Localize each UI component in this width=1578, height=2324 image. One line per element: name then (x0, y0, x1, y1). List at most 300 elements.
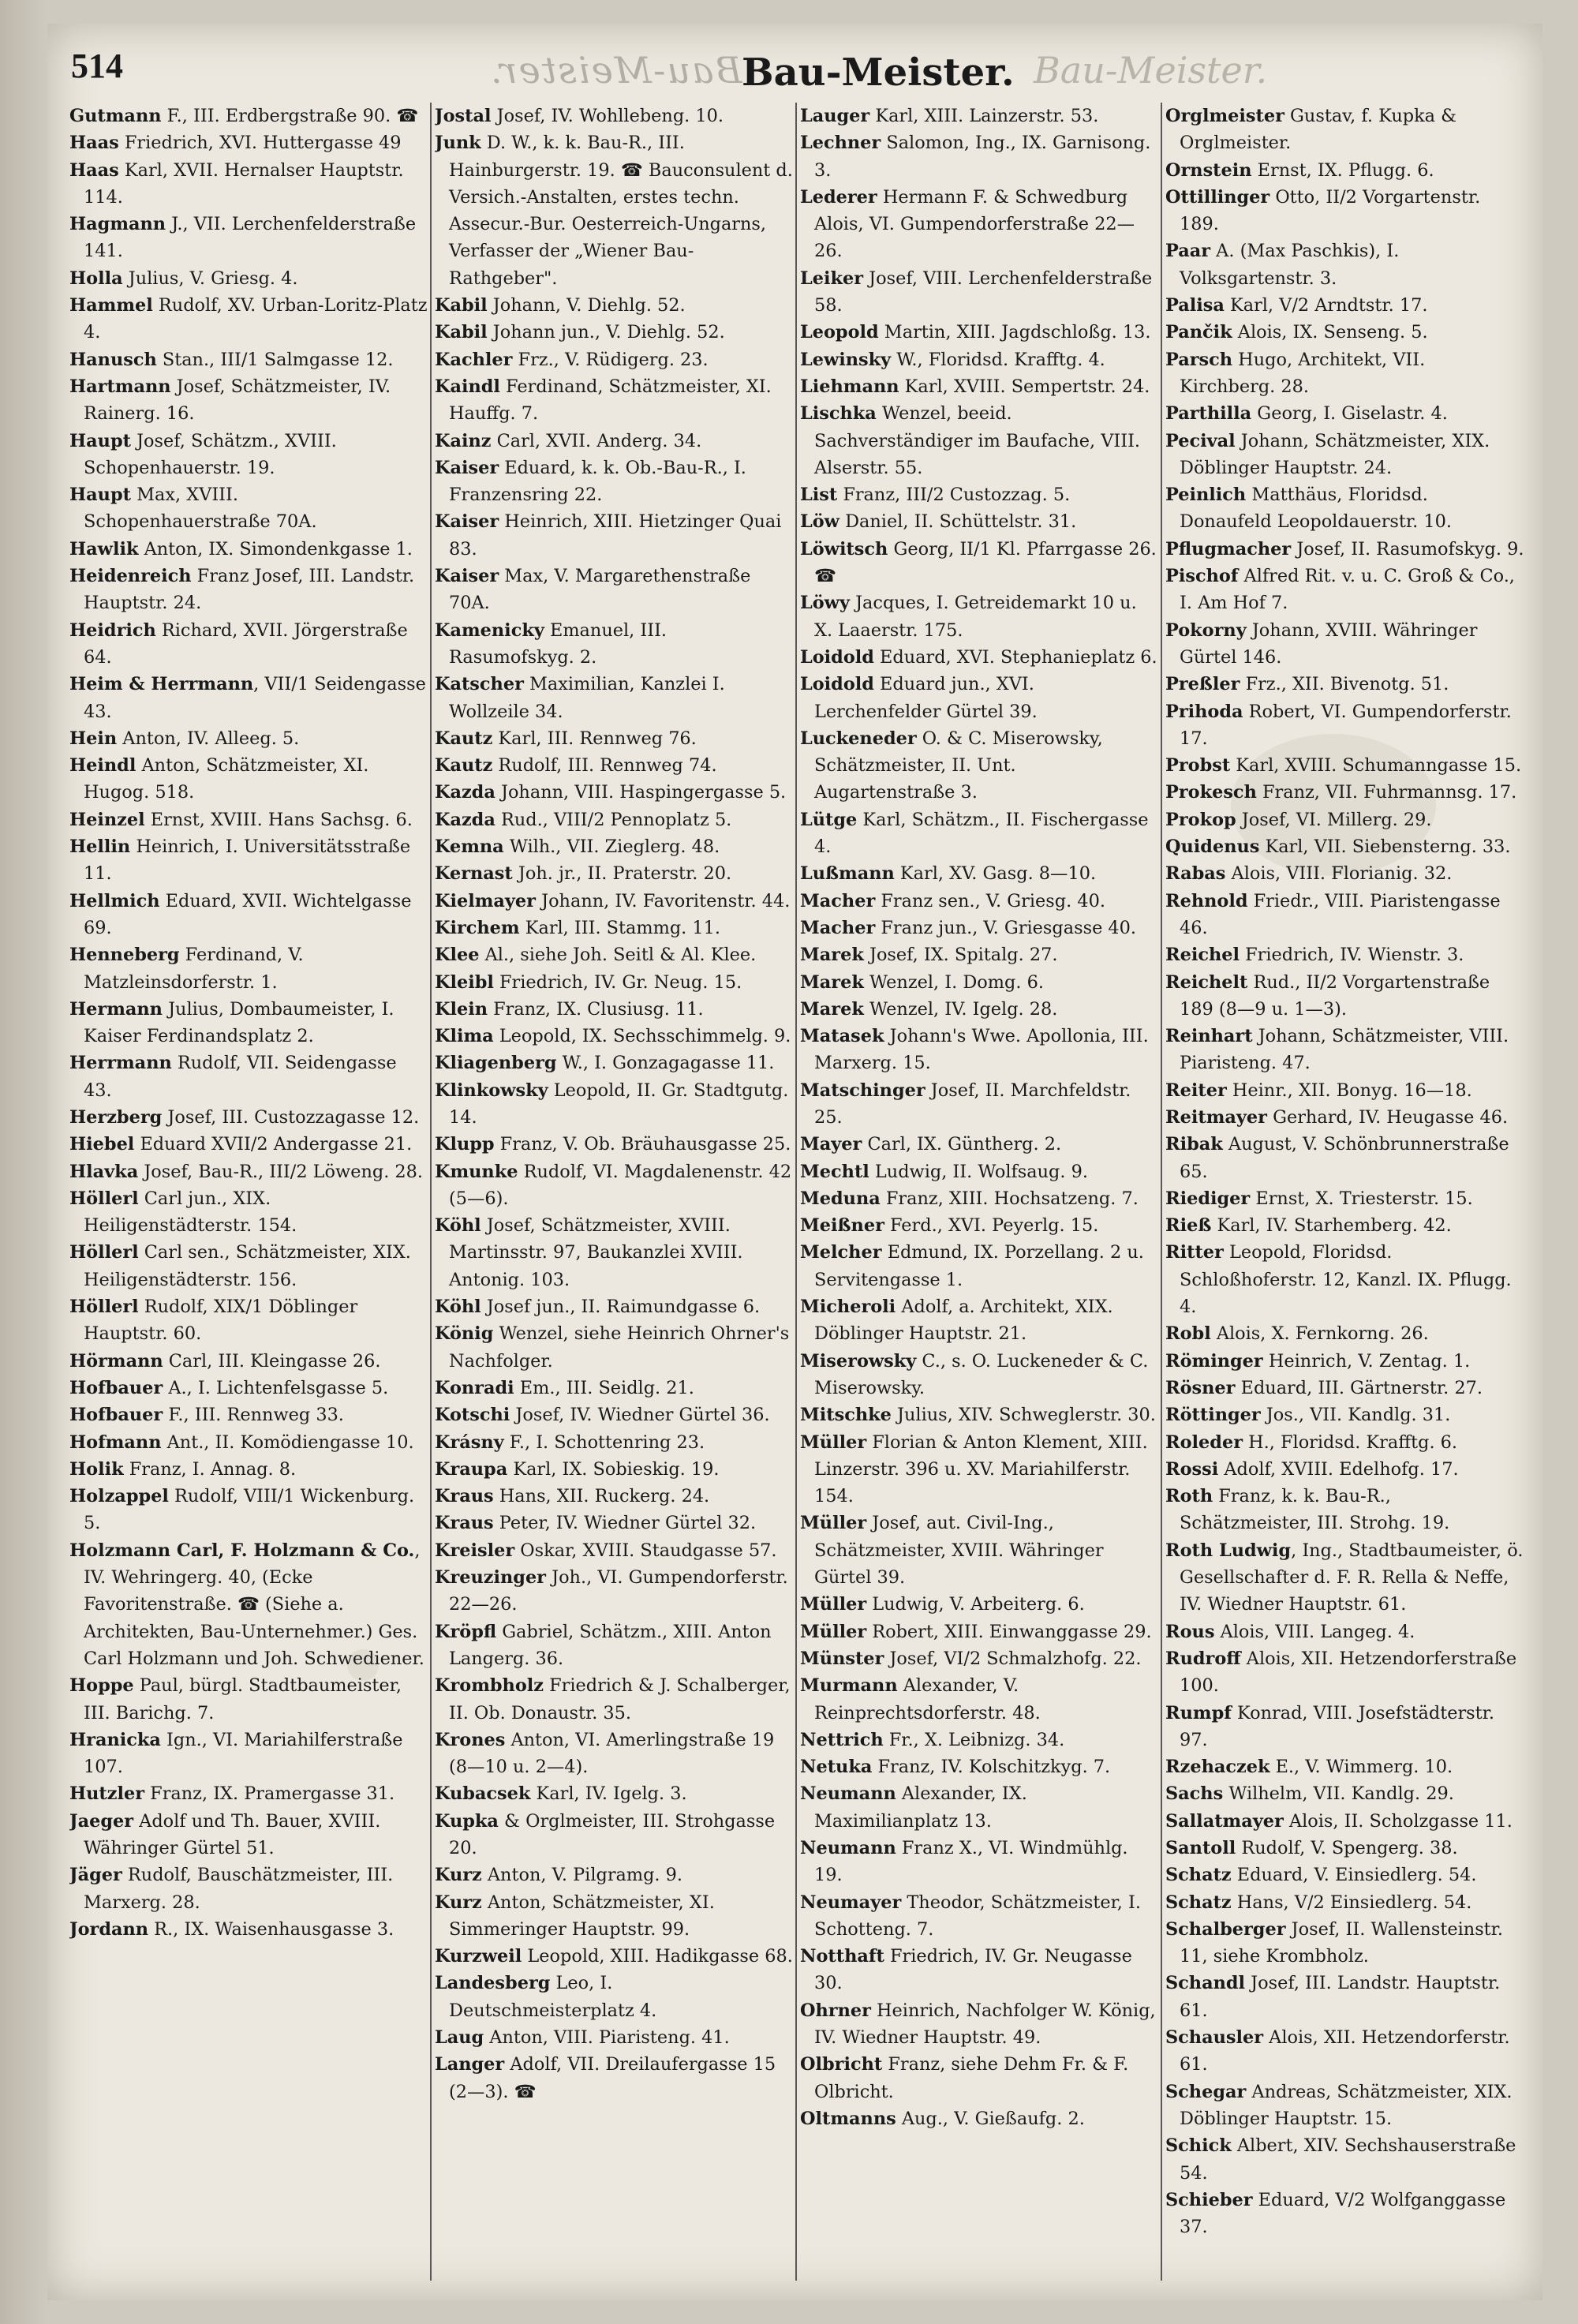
entry-address: Hans, V/2 Einsiedlerg. 54. (1231, 1892, 1472, 1913)
entry-address: Wenzel, IV. Igelg. 28. (863, 998, 1058, 1020)
directory-entry (435, 617, 794, 672)
entry-address: Johann jun., V. Diehlg. 52. (487, 322, 725, 343)
entry-address: Josef, III. Landstr. Hauptstr. 61. (1180, 1973, 1501, 2021)
directory-entry (1165, 481, 1524, 536)
entry-address: Albert, XIV. Sechshauserstraße 54. (1180, 2135, 1516, 2184)
entry-address: Leopold, Floridsd. Schloßhoferstr. 12, Kanzl. IX. Pflugg. 4. (1180, 1242, 1512, 1318)
directory-entry (69, 211, 428, 265)
entry-address: Franz Josef, III. Landstr. Hauptstr. 24. (84, 566, 415, 614)
entry-address: Johann, Schätzmeister, VIII. Piaristeng. 47. (1180, 1026, 1509, 1074)
directory-entry (1165, 1862, 1524, 1888)
entry-name: Neumann (800, 1838, 896, 1858)
directory-entry (435, 563, 794, 617)
directory-entry (800, 1997, 1159, 2052)
entry-name: Marek (800, 971, 864, 993)
entry-name: Haas (69, 159, 119, 181)
directory-entry (800, 1591, 1159, 1618)
directory-entry (800, 265, 1159, 320)
directory-entry (800, 671, 1159, 725)
directory-entry (69, 536, 428, 563)
directory-entry (1165, 1375, 1524, 1402)
directory-entry (69, 833, 428, 888)
entry-address: Joh. jr., II. Praterstr. 20. (512, 863, 732, 885)
directory-page (47, 24, 1542, 2300)
entry-name: Kotschi (435, 1405, 510, 1426)
entry-name: Löwitsch (800, 538, 888, 559)
directory-entry (69, 1348, 428, 1375)
entry-address: Alois, II. Scholzgasse 11. (1283, 1810, 1513, 1832)
column-2 (435, 103, 794, 2281)
directory-entry (1165, 1780, 1524, 1807)
entry-name: Reinhart (1165, 1026, 1253, 1047)
entry-name: Kaiser (435, 511, 499, 533)
entry-name: Schausler (1165, 2027, 1264, 2049)
entry-name: Müller (800, 1431, 867, 1453)
directory-entry (800, 1753, 1159, 1780)
directory-entry (69, 1916, 428, 1943)
entry-name: Prokesch (1165, 782, 1257, 803)
entry-name: Rumpf (1165, 1702, 1232, 1723)
entry-name: Müller (800, 1621, 867, 1642)
entry-address: Julius, Dombaumeister, I. Kaiser Ferdinandsplatz 2. (84, 998, 394, 1047)
entry-name: Kreisler (435, 1540, 515, 1561)
entry-name: Krombholz (435, 1675, 544, 1697)
entry-name: Rzehaczek (1165, 1757, 1270, 1778)
entry-address: Carl, III. Kleingasse 26. (163, 1350, 381, 1372)
entry-address: Friedrich, IV. Wienstr. 3. (1240, 945, 1464, 966)
directory-entry (1165, 346, 1524, 401)
directory-entry (435, 508, 794, 563)
entry-address: Karl, IV. Starhemberg. 42. (1211, 1215, 1452, 1237)
directory-entry (800, 1077, 1159, 1132)
entry-name: Junk (435, 133, 481, 154)
directory-entry (69, 1131, 428, 1158)
directory-entry (1165, 238, 1524, 292)
directory-entry (800, 1672, 1159, 1727)
directory-entry (800, 860, 1159, 887)
entry-name: Rehnold (1165, 890, 1248, 911)
entry-name: Kraus (435, 1486, 494, 1507)
entry-address: Rud., VIII/2 Pennoplatz 5. (495, 809, 732, 830)
entry-name: Peinlich (1165, 485, 1247, 506)
entry-address: Karl, V/2 Arndtstr. 17. (1224, 295, 1428, 316)
entry-name: Prokop (1165, 809, 1236, 830)
entry-address: Em., III. Seidlg. 21. (514, 1377, 694, 1398)
entry-name: Heidenreich (69, 566, 192, 587)
directory-entry (1165, 1970, 1524, 2024)
entry-name: König (435, 1323, 494, 1345)
entry-name: Kraupa (435, 1458, 508, 1480)
entry-address: Carl jun., XIX. Heiligenstädterstr. 154. (84, 1188, 297, 1237)
entry-address: Josef, IX. Spitalg. 27. (863, 945, 1058, 966)
entry-address: Robert, XIII. Einwanggasse 29. (866, 1621, 1152, 1642)
entry-address: Aug., V. Gießaufg. 2. (896, 2108, 1085, 2129)
entry-address: Alois, X. Fernkorng. 26. (1210, 1323, 1429, 1345)
entry-name: Kirchem (435, 917, 520, 938)
entry-address: R., IX. Waisenhausgasse 3. (148, 1918, 394, 1940)
directory-entry (1165, 1077, 1524, 1104)
entry-name: List (800, 485, 838, 506)
entry-name: Mayer (800, 1134, 862, 1155)
directory-entry (1165, 1808, 1524, 1835)
directory-entry (435, 833, 794, 860)
entry-address: Carl, IX. Güntherg. 2. (862, 1134, 1062, 1155)
entry-address: Maximilian, Kanzlei I. Wollzeile 34. (449, 674, 725, 722)
entry-name: Heidrich (69, 619, 156, 641)
entry-address: Peter, IV. Wiedner Gürtel 32. (493, 1513, 757, 1534)
entry-name: Hlavka (69, 1161, 139, 1182)
entry-address: Friedrich & J. Schalberger, II. Ob. Donaustr. 35. (449, 1675, 791, 1723)
entry-address: Johann's Wwe. Apollonia, III. Marxerg. 15. (814, 1026, 1149, 1074)
entry-name: Lauger (800, 106, 870, 126)
entry-name: Mitschke (800, 1405, 892, 1426)
entry-name: Lederer (800, 186, 877, 208)
entry-name: Rous (1165, 1621, 1215, 1642)
entry-name: Kraus (435, 1513, 494, 1534)
entry-name: Reichel (1165, 945, 1240, 966)
entry-address: Johann, Schätzmeister, XIX. Döblinger Hauptstr. 24. (1180, 430, 1490, 478)
entry-address: Franz, IX. Clusiusg. 11. (488, 998, 704, 1020)
entry-address: Alois, VIII. Florianig. 32. (1225, 863, 1453, 885)
directory-entry (435, 1780, 794, 1807)
entry-name: Pecival (1165, 430, 1236, 451)
directory-entry (1165, 1104, 1524, 1131)
entry-address: Paul, bürgl. Stadtbaumeister, III. Barichg. 7. (84, 1675, 402, 1723)
directory-entry (69, 563, 428, 617)
entry-name: Ottillinger (1165, 186, 1270, 208)
entry-name: Kainz (435, 430, 492, 451)
directory-entry (1165, 1456, 1524, 1483)
entry-address: Alois, VIII. Langeg. 4. (1214, 1621, 1415, 1642)
directory-entry (435, 996, 794, 1023)
directory-entry (69, 1862, 428, 1916)
entry-name: Hanusch (69, 349, 157, 370)
directory-entry (800, 1727, 1159, 1753)
directory-entry (800, 103, 1159, 129)
entry-name: Neumann (800, 1783, 896, 1805)
directory-entry (800, 1943, 1159, 1997)
directory-entry (1165, 1320, 1524, 1347)
entry-address: Adolf und Th. Bauer, XVIII. Währinger Gürtel 51. (84, 1810, 381, 1858)
entry-name: Hofmann (69, 1431, 162, 1453)
directory-entry (69, 1050, 428, 1104)
directory-entry (69, 941, 428, 996)
entry-name: Notthaft (800, 1946, 884, 1967)
entry-address: Max, V. Margarethenstraße 70A. (449, 566, 751, 614)
entry-address: J., VII. Lerchenfelderstraße 141. (84, 214, 417, 262)
entry-address: Josef, aut. Civil-Ing., Schätzmeister, XVIII. Währinger Gürtel 39. (814, 1513, 1104, 1589)
entry-address: Emanuel, III. Rasumofskyg. 2. (449, 619, 667, 668)
entry-address: Rudolf, XV. Urban-Loritz-Platz 4. (84, 295, 428, 343)
entry-name: Schatz (1165, 1892, 1232, 1913)
entry-address: Rudolf, III. Rennweg 74. (492, 755, 717, 777)
entry-address: Wenzel, I. Domg. 6. (863, 971, 1044, 993)
directory-entry (800, 1889, 1159, 1944)
entry-name: Hartmann (69, 376, 171, 397)
directory-entry (435, 779, 794, 806)
directory-entry (1165, 752, 1524, 779)
entry-name: Kemna (435, 836, 504, 858)
directory-entry (800, 1212, 1159, 1239)
entry-address: Carl, XVII. Anderg. 34. (491, 430, 702, 451)
entry-address: Alexander, IX. Maximilianplatz 13. (814, 1783, 1027, 1832)
entry-name: Roleder (1165, 1431, 1243, 1453)
entry-address: Ferdinand, Schätzmeister, XI. Hauffg. 7. (449, 376, 772, 425)
entry-name: Marek (800, 945, 864, 966)
entry-address: Leopold, IX. Sechsschimmelg. 9. (493, 1026, 791, 1047)
directory-entry (1165, 1348, 1524, 1375)
entry-name: Klein (435, 998, 488, 1020)
entry-name: Kazda (435, 809, 495, 830)
entry-address: Fr., X. Leibnizg. 34. (883, 1729, 1065, 1750)
directory-entry (800, 2051, 1159, 2105)
entry-address: Karl, III. Stammg. 11. (519, 917, 721, 938)
entry-name: Mechtl (800, 1161, 869, 1182)
directory-entry (800, 888, 1159, 915)
entry-name: Santoll (1165, 1838, 1236, 1858)
entry-address: W., I. Gonzagagasse 11. (556, 1053, 775, 1074)
directory-entry (800, 1780, 1159, 1835)
entry-address: Rudolf, VI. Magdalenenstr. 42 (5—6). (449, 1161, 792, 1209)
entry-name: Herzberg (69, 1106, 163, 1128)
directory-entry (800, 1429, 1159, 1510)
entry-address: A. (Max Paschkis), I. Volksgartenstr. 3. (1180, 241, 1400, 289)
entry-address: Heinrich, V. Zentag. 1. (1262, 1350, 1471, 1372)
entry-name: Hörmann (69, 1350, 163, 1372)
entry-address: Georg, I. Giselastr. 4. (1251, 403, 1448, 425)
entry-name: Probst (1165, 755, 1231, 777)
directory-entry (1165, 184, 1524, 238)
entry-address: Julius, V. Griesg. 4. (122, 268, 298, 289)
directory-entry (1165, 1537, 1524, 1619)
directory-entry (435, 888, 794, 915)
directory-entry (435, 752, 794, 779)
directory-entry (435, 1158, 794, 1213)
entry-name: Krones (435, 1729, 506, 1750)
directory-entry (69, 1808, 428, 1862)
entry-address: Gustav, f. Kupka & Orglmeister. (1180, 106, 1457, 154)
directory-entry (1165, 1429, 1524, 1456)
entry-name: Hagmann (69, 214, 166, 235)
entry-name: Holzmann Carl, F. Holzmann & Co. (69, 1540, 415, 1561)
entry-name: Preßler (1165, 674, 1240, 695)
entry-address: Heinrich, XIII. Hietzinger Quai 83. (449, 511, 782, 559)
entry-address: Josef, IV. Wiedner Gürtel 36. (510, 1405, 770, 1426)
entry-address: Robert, VI. Gumpendorferstr. 17. (1180, 701, 1512, 749)
entry-address: Karl, XVII. Hernalser Hauptstr. 114. (84, 159, 404, 208)
entry-address: Josef, IV. Wohllebeng. 10. (491, 106, 724, 126)
entry-name: Reitmayer (1165, 1106, 1267, 1128)
entry-name: Hein (69, 728, 118, 749)
directory-entry (435, 2051, 794, 2105)
entry-address: Joh., VI. Gumpendorferstr. 22—26. (449, 1567, 788, 1615)
directory-entry (800, 806, 1159, 861)
directory-entry (69, 1429, 428, 1456)
entry-address: F., I. Schottenring 23. (503, 1431, 705, 1453)
directory-entry (1165, 1239, 1524, 1320)
entry-address: Anton, Schätzmeister, XI. Hugog. 518. (84, 755, 369, 803)
directory-entry (1165, 2024, 1524, 2079)
directory-entry (435, 941, 794, 968)
directory-entry (69, 1537, 428, 1672)
entry-name: Klima (435, 1026, 494, 1047)
directory-entry (800, 969, 1159, 996)
directory-entry (800, 725, 1159, 806)
entry-address: Franz, XIII. Hochsatzeng. 7. (880, 1188, 1139, 1209)
entry-name: Liehmann (800, 376, 899, 397)
entry-name: Höllerl (69, 1188, 139, 1209)
directory-entry (435, 806, 794, 833)
entry-address: Alois, IX. Senseng. 5. (1232, 322, 1428, 343)
entry-address: Anton, VI. Amerlingstraße 19 (8—10 u. 2—4). (449, 1729, 775, 1778)
directory-entry (435, 1564, 794, 1619)
entry-name: Haupt (69, 430, 131, 451)
directory-entry (69, 725, 428, 752)
entry-address: Frz., V. Rüdigerg. 23. (512, 349, 709, 370)
entry-name: Miserowsky (800, 1350, 917, 1372)
directory-entry (800, 1835, 1159, 1889)
entry-address: Johann, XVIII. Währinger Gürtel 146. (1180, 619, 1478, 668)
directory-entry (69, 481, 428, 536)
entry-name: Reiter (1165, 1080, 1227, 1101)
directory-entry (69, 1402, 428, 1428)
entry-name: Holla (69, 268, 123, 289)
entry-name: Matasek (800, 1026, 884, 1047)
entry-name: Kautz (435, 728, 493, 749)
entry-name: Katscher (435, 674, 524, 695)
directory-entry (1165, 1645, 1524, 1700)
entry-name: Loidold (800, 674, 874, 695)
entry-address: Hans, XII. Ruckerg. 24. (493, 1486, 710, 1507)
entry-name: Parthilla (1165, 403, 1252, 425)
entry-address: Karl, Schätzm., II. Fischergasse 4. (814, 809, 1149, 858)
entry-address: Rudolf, V. Spengerg. 38. (1236, 1838, 1458, 1858)
entry-name: Kliagenberg (435, 1053, 557, 1074)
directory-entry (1165, 1023, 1524, 1077)
entry-address: Eduard, III. Gärtnerstr. 27. (1235, 1377, 1483, 1398)
entry-name: Rabas (1165, 863, 1226, 885)
entry-address: & Orglmeister, III. Strohgasse 20. (449, 1810, 776, 1858)
entry-address: Josef, II. Wallensteinstr. 11, siehe Krombholz. (1180, 1918, 1504, 1967)
entry-name: Hawlik (69, 538, 139, 559)
directory-entry (1165, 860, 1524, 887)
entry-address: Franz, I. Annag. 8. (123, 1458, 297, 1480)
entry-name: Pančik (1165, 322, 1232, 343)
entry-address: Rud., II/2 Vorgartenstraße 189 (8—9 u. 1—3). (1180, 971, 1490, 1020)
directory-entry (435, 129, 794, 292)
directory-entry (69, 1158, 428, 1185)
entry-name: Löwy (800, 593, 850, 614)
entry-name: Konradi (435, 1377, 514, 1398)
entry-address: F., III. Rennweg 33. (163, 1405, 344, 1426)
entry-name: Sachs (1165, 1783, 1224, 1805)
entry-address: Georg, II/1 Kl. Pfarrgasse 26. ☎ (814, 538, 1157, 587)
entry-address: Eduard, V/2 Wolfganggasse 37. (1180, 2189, 1506, 2238)
directory-entry (800, 373, 1159, 400)
entry-name: Palisa (1165, 295, 1225, 316)
entry-address: Josef jun., II. Raimundgasse 6. (481, 1297, 761, 1318)
directory-entry (435, 969, 794, 996)
entry-name: Robl (1165, 1323, 1211, 1345)
entry-address: Alois, XII. Hetzendorferstraße 100. (1180, 1648, 1517, 1697)
entry-name: Kachler (435, 349, 513, 370)
entry-name: Murmann (800, 1675, 898, 1697)
entry-address: Rudolf, VIII/1 Wickenburg. 5. (84, 1486, 415, 1534)
entry-address: Ign., VI. Mariahilferstraße 107. (84, 1729, 403, 1778)
directory-entry (800, 346, 1159, 373)
entry-address: Leopold, II. Gr. Stadtgutg. 14. (449, 1080, 789, 1128)
entry-name: Heinzel (69, 809, 145, 830)
entry-address: Eduard jun., XVI. Lerchenfelder Gürtel 39. (814, 674, 1038, 722)
directory-entry (69, 265, 428, 292)
entry-name: Heim & Herrmann (69, 674, 254, 695)
entry-name: Jostal (435, 106, 492, 126)
entry-name: Kurz (435, 1865, 482, 1886)
entry-name: Ornstein (1165, 159, 1252, 181)
entry-address: Franz sen., V. Griesg. 40. (875, 890, 1105, 911)
running-title: Bau-Meister. (742, 51, 1015, 95)
column-rule (1161, 103, 1162, 2281)
entry-address: Hermann F. & Schwedburg Alois, VI. Gumpendorferstraße 22—26. (814, 186, 1135, 262)
directory-entry (435, 915, 794, 941)
entry-address: Daniel, II. Schüttelstr. 31. (839, 511, 1077, 533)
directory-entry (1165, 1835, 1524, 1862)
entry-name: Meißner (800, 1215, 884, 1237)
directory-entry (1165, 1483, 1524, 1537)
entry-name: Kabil (435, 322, 488, 343)
directory-entry (800, 536, 1159, 590)
entry-address: Max, XVIII. Schopenhauerstraße 70A. (84, 485, 317, 533)
entry-name: Kazda (435, 782, 495, 803)
entry-name: Köhl (435, 1297, 481, 1318)
entry-address: Ant., II. Komödiengasse 10. (161, 1431, 414, 1453)
column-3 (800, 103, 1159, 2281)
entry-name: Pokorny (1165, 619, 1247, 641)
entry-name: Kupka (435, 1810, 499, 1832)
directory-entry (1165, 1619, 1524, 1645)
entry-address: Ferd., XVI. Peyerlg. 15. (884, 1215, 1099, 1237)
entry-address: Julius, XIV. Schweglerstr. 30. (891, 1405, 1156, 1426)
entry-address: Johann, V. Diehlg. 52. (487, 295, 686, 316)
directory-entry (69, 806, 428, 833)
entry-address: Salomon, Ing., IX. Garnisong. 3. (814, 133, 1151, 181)
directory-entry (69, 752, 428, 806)
directory-entry (800, 996, 1159, 1023)
entry-address: Oskar, XVIII. Staudgasse 57. (514, 1540, 777, 1561)
entry-address: Wenzel, siehe Heinrich Ohrner's Nachfolger. (449, 1323, 790, 1372)
entry-name: Ribak (1165, 1134, 1223, 1155)
directory-entry (69, 103, 428, 129)
directory-entry (1165, 1185, 1524, 1212)
directory-entry (435, 1889, 794, 1944)
entry-name: Oltmanns (800, 2108, 896, 2129)
entry-address: Anton, IV. Alleeg. 5. (117, 728, 300, 749)
directory-entry (69, 671, 428, 725)
entry-address: Karl, III. Rennweg 76. (492, 728, 697, 749)
entry-name: Pflugmacher (1165, 538, 1292, 559)
directory-entry (435, 860, 794, 887)
entry-name: Klupp (435, 1134, 495, 1155)
entry-name: Roth (1165, 1486, 1213, 1507)
entry-address: Karl, XVIII. Schumanngasse 15. (1230, 755, 1522, 777)
directory-columns (69, 103, 1524, 2281)
directory-entry (435, 1970, 794, 2024)
entry-name: Langer (435, 2054, 505, 2075)
entry-name: Jordann (69, 1918, 149, 1940)
bleed-through-title: Bau-Meister. (489, 49, 742, 92)
entry-name: Müller (800, 1513, 867, 1534)
entry-address: Gabriel, Schätzm., XIII. Anton Langerg. 36. (449, 1621, 772, 1669)
